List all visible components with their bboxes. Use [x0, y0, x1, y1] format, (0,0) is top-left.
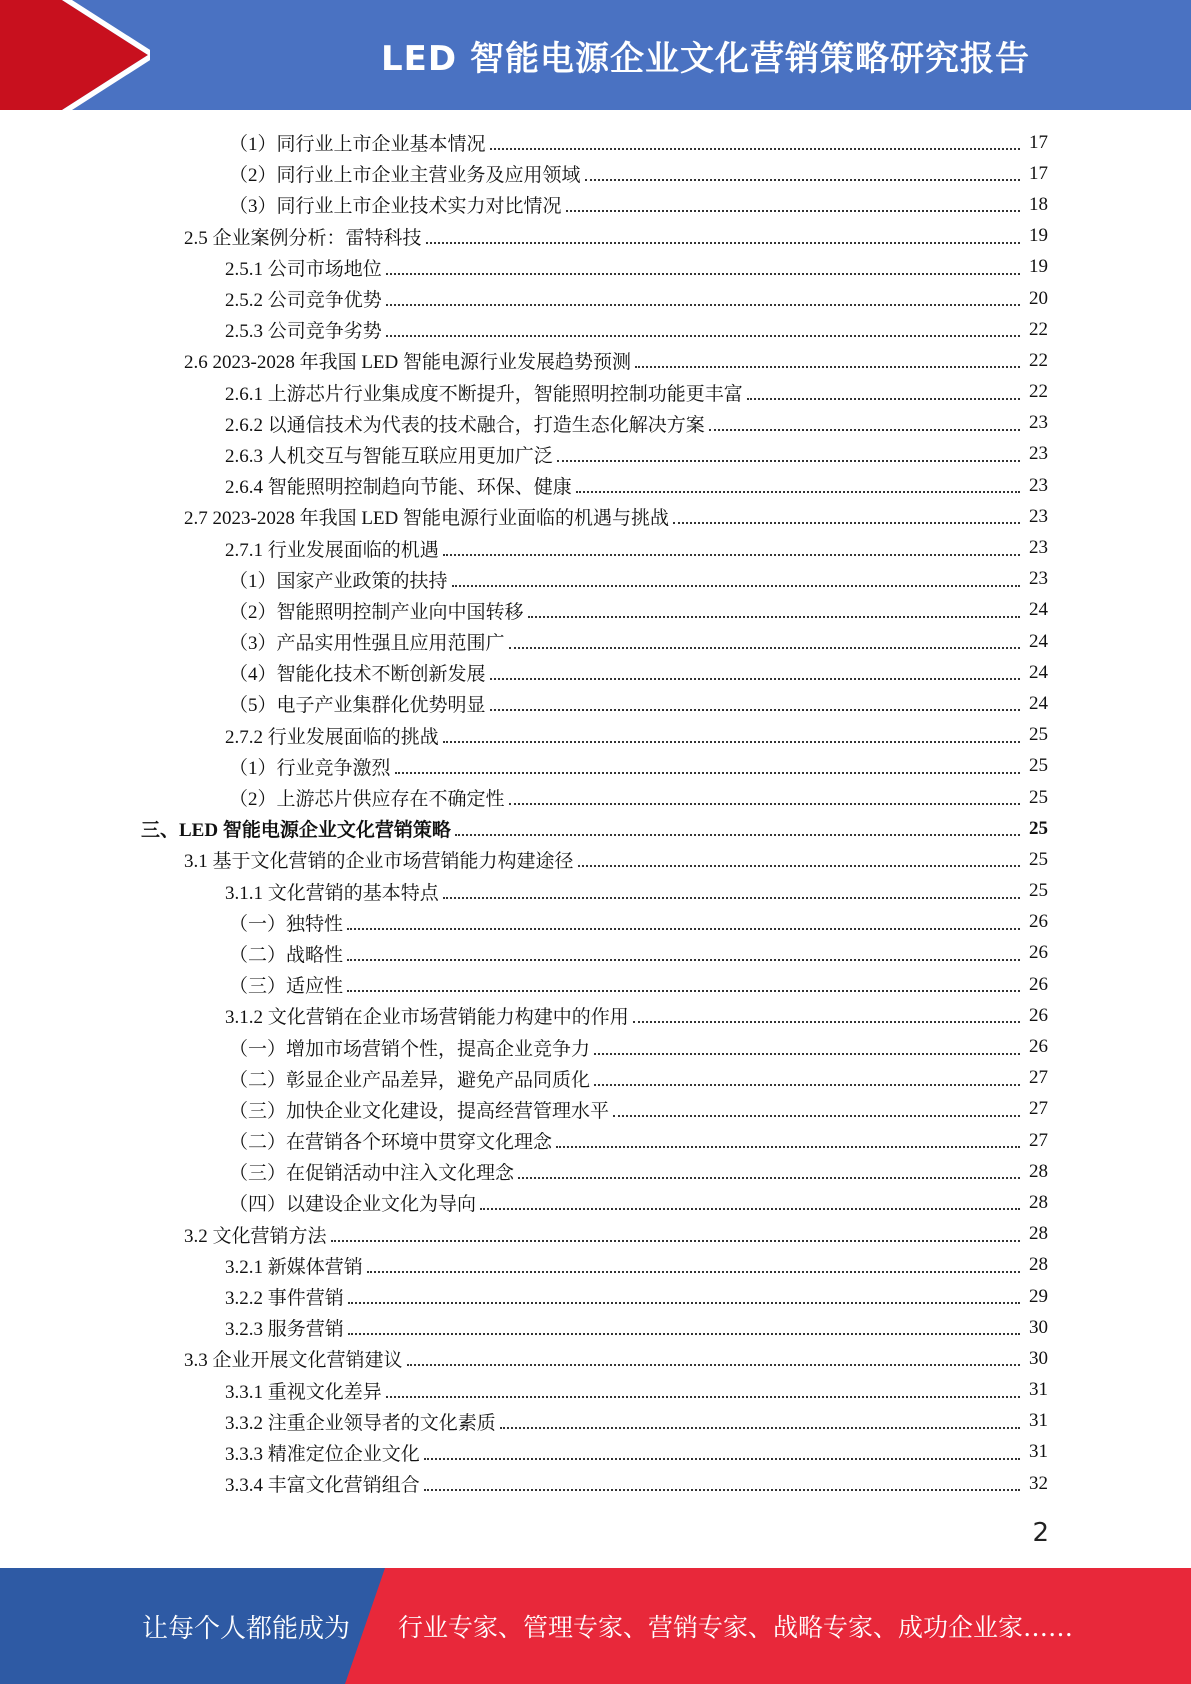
toc-dot-leader	[347, 927, 1020, 930]
toc-entry-title: 2.6.3 人机交互与智能互联应用更加广泛	[225, 441, 557, 468]
toc-dot-leader	[455, 833, 1020, 836]
toc-entry[interactable]	[0, 501, 1191, 532]
table-of-contents	[0, 127, 1191, 1499]
toc-dot-leader	[633, 1020, 1020, 1023]
toc-dot-leader	[566, 209, 1020, 212]
toc-entry-page: 23	[1029, 412, 1048, 434]
toc-dot-leader	[518, 1176, 1020, 1179]
toc-entry[interactable]	[0, 1468, 1191, 1499]
toc-dot-leader	[635, 365, 1020, 368]
toc-entry-title: （三）加快企业文化建设，提高经营管理水平	[229, 1096, 613, 1123]
toc-entry-page: 24	[1029, 661, 1048, 683]
toc-dot-leader	[443, 553, 1020, 556]
toc-entry[interactable]	[0, 1375, 1191, 1406]
toc-entry-title: 2.6.4 智能照明控制趋向节能、环保、健康	[225, 472, 576, 499]
toc-entry-page: 27	[1029, 1129, 1048, 1151]
toc-entry[interactable]	[0, 408, 1191, 439]
toc-entry-page: 29	[1029, 1285, 1048, 1307]
toc-entry-page: 22	[1029, 381, 1048, 403]
toc-entry[interactable]	[0, 782, 1191, 813]
toc-entry-page: 23	[1029, 505, 1048, 527]
toc-entry-title: （2）同行业上市企业主营业务及应用领域	[229, 160, 585, 187]
toc-dot-leader	[509, 802, 1020, 805]
toc-entry-page: 22	[1029, 318, 1048, 340]
toc-entry-title: 2.6.2 以通信技术为代表的技术融合，打造生态化解决方案	[225, 410, 709, 437]
toc-entry-title: （二）彰显企业产品差异，避免产品同质化	[229, 1065, 594, 1092]
toc-dot-leader	[386, 1395, 1020, 1398]
toc-entry-page: 20	[1029, 287, 1048, 309]
toc-entry-title: 2.7.2 行业发展面临的挑战	[225, 722, 443, 749]
toc-entry-page: 25	[1029, 848, 1048, 870]
toc-entry[interactable]	[0, 564, 1191, 595]
toc-entry[interactable]	[0, 1125, 1191, 1156]
toc-entry-page: 19	[1029, 256, 1048, 278]
toc-entry[interactable]	[0, 688, 1191, 719]
toc-entry[interactable]	[0, 1000, 1191, 1031]
toc-entry[interactable]	[0, 1156, 1191, 1187]
footer-slogan-left: 让每个人都能成为	[142, 1613, 351, 1644]
toc-dot-leader	[386, 334, 1020, 337]
toc-entry[interactable]	[0, 1312, 1191, 1343]
toc-entry-page: 23	[1029, 568, 1048, 590]
toc-entry-page: 30	[1029, 1316, 1048, 1338]
toc-entry-page: 26	[1029, 1036, 1048, 1058]
toc-entry-page: 28	[1029, 1254, 1048, 1276]
toc-entry[interactable]	[0, 1063, 1191, 1094]
toc-entry-title: （5）电子产业集群化优势明显	[229, 690, 490, 717]
toc-dot-leader	[578, 864, 1020, 867]
toc-entry-page: 30	[1029, 1347, 1048, 1369]
toc-dot-leader	[395, 771, 1020, 774]
toc-entry[interactable]	[0, 657, 1191, 688]
toc-entry-title: （二）战略性	[229, 940, 347, 967]
toc-entry-title: 2.5.3 公司竞争劣势	[225, 316, 386, 343]
toc-entry-title: 三、LED 智能电源企业文化营销策略	[141, 815, 455, 842]
footer-slogan-right: 行业专家、管理专家、营销专家、战略专家、成功企业家……	[398, 1613, 1074, 1642]
toc-entry[interactable]	[0, 1437, 1191, 1468]
toc-entry[interactable]	[0, 626, 1191, 657]
toc-entry-title: （四）以建设企业文化为导向	[229, 1189, 480, 1216]
toc-entry-title: 3.3 企业开展文化营销建议	[184, 1345, 407, 1372]
toc-entry[interactable]	[0, 1094, 1191, 1125]
toc-dot-leader	[673, 521, 1020, 524]
toc-dot-leader	[480, 1207, 1020, 1210]
toc-dot-leader	[576, 490, 1020, 493]
toc-entry[interactable]	[0, 1406, 1191, 1437]
toc-entry[interactable]	[0, 813, 1191, 844]
toc-entry-page: 24	[1029, 599, 1048, 621]
toc-dot-leader	[424, 1457, 1020, 1460]
toc-entry-title: 3.3.1 重视文化差异	[225, 1377, 386, 1404]
toc-entry-title: （三）适应性	[229, 971, 347, 998]
toc-entry-page: 17	[1029, 131, 1048, 153]
toc-entry-page: 22	[1029, 349, 1048, 371]
toc-entry-page: 18	[1029, 193, 1048, 215]
toc-entry-title: 3.1 基于文化营销的企业市场营销能力构建途径	[184, 846, 578, 873]
toc-entry-page: 27	[1029, 1067, 1048, 1089]
toc-entry-title: （3）同行业上市企业技术实力对比情况	[229, 191, 566, 218]
toc-entry-page: 28	[1029, 1223, 1048, 1245]
toc-dot-leader	[424, 1488, 1020, 1491]
toc-entry-page: 25	[1029, 817, 1048, 839]
toc-entry-title: （3）产品实用性强且应用范围广	[229, 628, 509, 655]
toc-entry[interactable]	[0, 377, 1191, 408]
toc-entry-title: （2）上游芯片供应存在不确定性	[229, 784, 509, 811]
toc-entry-page: 19	[1029, 225, 1048, 247]
toc-entry-title: 3.3.2 注重企业领导者的文化素质	[225, 1408, 500, 1435]
header-red-arrow-decoration	[0, 0, 150, 110]
toc-entry-title: 2.5.2 公司竞争优势	[225, 285, 386, 312]
toc-entry-title: （1）国家产业政策的扶持	[229, 566, 452, 593]
toc-entry[interactable]	[0, 314, 1191, 345]
toc-entry-title: 3.1.2 文化营销在企业市场营销能力构建中的作用	[225, 1002, 633, 1029]
toc-entry-title: （1）同行业上市企业基本情况	[229, 129, 490, 156]
toc-entry-page: 31	[1029, 1379, 1048, 1401]
toc-dot-leader	[386, 303, 1020, 306]
toc-entry-page: 23	[1029, 537, 1048, 559]
toc-entry-title: （4）智能化技术不断创新发展	[229, 659, 490, 686]
toc-entry[interactable]	[0, 1187, 1191, 1218]
toc-entry-page: 27	[1029, 1098, 1048, 1120]
toc-entry[interactable]	[0, 127, 1191, 158]
toc-entry-page: 28	[1029, 1191, 1048, 1213]
toc-entry-page: 26	[1029, 1004, 1048, 1026]
toc-dot-leader	[490, 147, 1020, 150]
toc-dot-leader	[443, 740, 1020, 743]
toc-entry-title: 3.2 文化营销方法	[184, 1221, 331, 1248]
toc-entry[interactable]	[0, 439, 1191, 470]
toc-entry[interactable]	[0, 751, 1191, 782]
toc-entry-title: 3.3.3 精准定位企业文化	[225, 1439, 424, 1466]
toc-dot-leader	[528, 615, 1020, 618]
toc-dot-leader	[509, 646, 1020, 649]
toc-dot-leader	[594, 1083, 1020, 1086]
toc-entry-title: （三）在促销活动中注入文化理念	[229, 1158, 518, 1185]
report-title: LED 智能电源企业文化营销策略研究报告	[381, 38, 1030, 79]
toc-dot-leader	[557, 459, 1020, 462]
toc-entry-title: 3.2.3 服务营销	[225, 1314, 348, 1341]
toc-dot-leader	[367, 1270, 1020, 1273]
toc-entry-title: 2.5 企业案例分析：雷特科技	[184, 223, 426, 250]
toc-entry-title: （1）行业竞争激烈	[229, 753, 395, 780]
toc-entry[interactable]	[0, 532, 1191, 563]
toc-entry[interactable]	[0, 1250, 1191, 1281]
toc-entry[interactable]	[0, 969, 1191, 1000]
toc-dot-leader	[613, 1114, 1020, 1117]
toc-entry[interactable]	[0, 158, 1191, 189]
toc-dot-leader	[556, 1145, 1020, 1148]
toc-entry-page: 25	[1029, 724, 1048, 746]
toc-entry-page: 28	[1029, 1160, 1048, 1182]
toc-dot-leader	[490, 677, 1020, 680]
toc-dot-leader	[500, 1426, 1020, 1429]
toc-dot-leader	[490, 708, 1020, 711]
toc-entry[interactable]	[0, 1343, 1191, 1374]
toc-entry[interactable]	[0, 595, 1191, 626]
toc-entry[interactable]	[0, 907, 1191, 938]
toc-dot-leader	[347, 989, 1020, 992]
toc-entry[interactable]	[0, 1031, 1191, 1062]
toc-entry[interactable]	[0, 470, 1191, 501]
toc-dot-leader	[426, 241, 1020, 244]
toc-entry-title: 2.6 2023-2028 年我国 LED 智能电源行业发展趋势预测	[184, 347, 635, 374]
toc-entry[interactable]	[0, 938, 1191, 969]
toc-entry-title: （一）增加市场营销个性，提高企业竞争力	[229, 1034, 594, 1061]
toc-dot-leader	[347, 958, 1020, 961]
toc-entry-title: 3.3.4 丰富文化营销组合	[225, 1470, 424, 1497]
toc-dot-leader	[348, 1332, 1020, 1335]
toc-entry-title: 3.2.2 事件营销	[225, 1283, 348, 1310]
toc-dot-leader	[331, 1239, 1020, 1242]
toc-entry[interactable]	[0, 189, 1191, 220]
toc-entry-title: 2.5.1 公司市场地位	[225, 254, 386, 281]
toc-dot-leader	[348, 1301, 1020, 1304]
page-number: 2	[1032, 1518, 1049, 1548]
toc-entry-page: 31	[1029, 1441, 1048, 1463]
toc-entry-title: 3.1.1 文化营销的基本特点	[225, 878, 443, 905]
toc-entry-page: 23	[1029, 474, 1048, 496]
toc-dot-leader	[407, 1363, 1020, 1366]
toc-entry-page: 26	[1029, 942, 1048, 964]
toc-dot-leader	[443, 896, 1020, 899]
toc-entry-title: 2.6.1 上游芯片行业集成度不断提升，智能照明控制功能更丰富	[225, 379, 747, 406]
toc-entry[interactable]	[0, 844, 1191, 875]
toc-dot-leader	[709, 428, 1020, 431]
toc-entry-title: （2）智能照明控制产业向中国转移	[229, 597, 528, 624]
toc-entry[interactable]	[0, 1219, 1191, 1250]
toc-entry-page: 17	[1029, 162, 1048, 184]
toc-entry-page: 24	[1029, 630, 1048, 652]
toc-entry[interactable]	[0, 876, 1191, 907]
toc-entry-page: 24	[1029, 692, 1048, 714]
toc-dot-leader	[585, 178, 1020, 181]
toc-entry[interactable]	[0, 283, 1191, 314]
toc-entry-page: 26	[1029, 973, 1048, 995]
toc-entry-page: 25	[1029, 755, 1048, 777]
toc-entry[interactable]	[0, 252, 1191, 283]
toc-entry-page: 23	[1029, 443, 1048, 465]
toc-dot-leader	[594, 1052, 1020, 1055]
toc-entry-page: 32	[1029, 1472, 1048, 1494]
toc-entry-title: 3.2.1 新媒体营销	[225, 1252, 367, 1279]
toc-entry[interactable]	[0, 720, 1191, 751]
toc-entry[interactable]	[0, 221, 1191, 252]
toc-entry-title: （二）在营销各个环境中贯穿文化理念	[229, 1127, 556, 1154]
page-header	[0, 0, 1191, 110]
toc-dot-leader	[386, 272, 1020, 275]
toc-dot-leader	[747, 397, 1020, 400]
toc-entry-page: 31	[1029, 1410, 1048, 1432]
page-footer	[0, 1568, 1191, 1684]
toc-entry-title: （一）独特性	[229, 909, 347, 936]
toc-entry-page: 26	[1029, 911, 1048, 933]
toc-entry-title: 2.7.1 行业发展面临的机遇	[225, 535, 443, 562]
toc-entry-page: 25	[1029, 880, 1048, 902]
toc-entry[interactable]	[0, 345, 1191, 376]
toc-entry[interactable]	[0, 1281, 1191, 1312]
toc-dot-leader	[452, 584, 1020, 587]
toc-entry-title: 2.7 2023-2028 年我国 LED 智能电源行业面临的机遇与挑战	[184, 503, 673, 530]
toc-entry-page: 25	[1029, 786, 1048, 808]
